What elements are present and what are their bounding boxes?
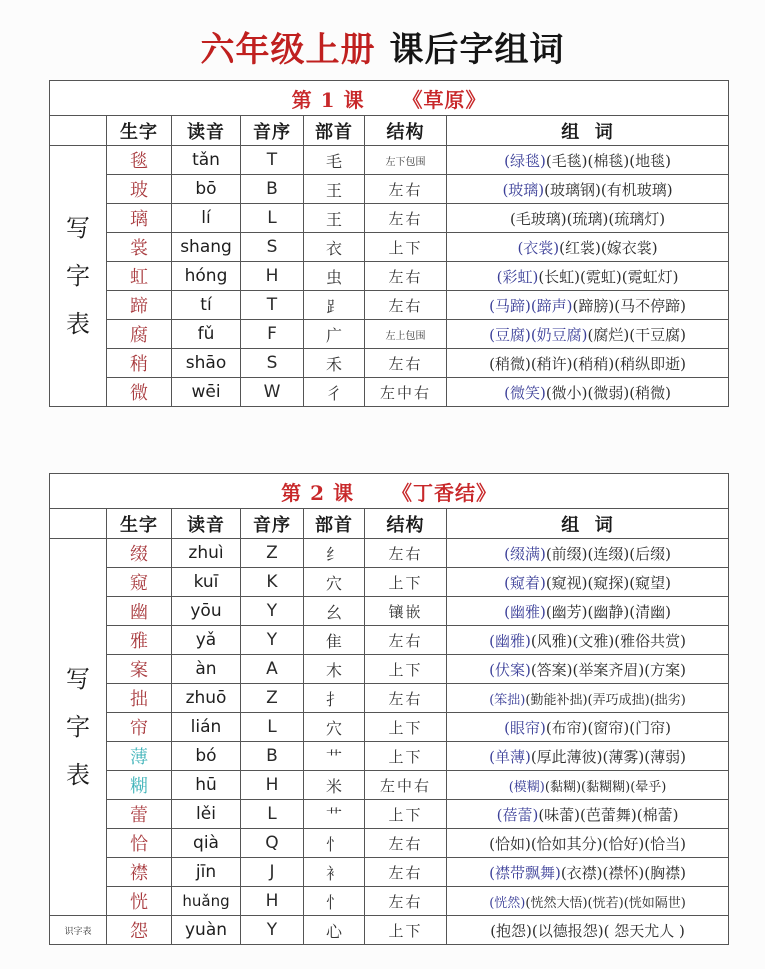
word-item: (稍许) bbox=[530, 354, 573, 373]
new-char: 腐 bbox=[107, 320, 172, 349]
header-blank bbox=[50, 116, 107, 146]
header-words: 组 词 bbox=[447, 509, 729, 539]
word-item: (门帘) bbox=[629, 718, 671, 737]
word-item: (抱怨) bbox=[490, 921, 532, 940]
word-item: (薄弱) bbox=[644, 747, 686, 766]
side-label-char: 表 bbox=[66, 761, 90, 789]
radical: 毛 bbox=[304, 146, 365, 175]
structure: 左右 bbox=[365, 204, 447, 233]
lesson-title-row bbox=[50, 81, 729, 116]
phonetic-order: Z bbox=[241, 684, 304, 713]
word-item: (霓虹灯) bbox=[621, 267, 679, 286]
lesson-1-table bbox=[49, 80, 729, 407]
word-item: (薄雾) bbox=[602, 747, 645, 766]
radical: 心 bbox=[304, 916, 365, 945]
word-item: (微小) bbox=[545, 383, 588, 402]
radical: ⻊ bbox=[304, 291, 365, 320]
word-item: (勤能补拙) bbox=[525, 692, 588, 708]
word-item: (奶豆腐) bbox=[530, 325, 588, 344]
radical: 王 bbox=[304, 204, 365, 233]
pinyin: bó bbox=[172, 742, 241, 771]
structure: 左右 bbox=[365, 175, 447, 204]
side-label-char: 字 bbox=[66, 713, 90, 741]
word-group bbox=[447, 829, 729, 858]
word-item: (恰好) bbox=[602, 834, 645, 853]
word-item: (衣裳) bbox=[517, 238, 560, 257]
table-row bbox=[50, 320, 729, 349]
side-label-char: 写 bbox=[66, 665, 90, 693]
word-item: (拙劣) bbox=[649, 692, 686, 708]
phonetic-order: A bbox=[241, 655, 304, 684]
pinyin: yuàn bbox=[172, 916, 241, 945]
word-item: (窥视) bbox=[545, 573, 588, 592]
word-group bbox=[447, 655, 729, 684]
word-item: (襟带飘舞) bbox=[489, 863, 561, 882]
word-group bbox=[447, 800, 729, 829]
word-item: (窗帘) bbox=[587, 718, 630, 737]
word-item: (彩虹) bbox=[496, 267, 539, 286]
word-item: (恰当) bbox=[644, 834, 686, 853]
header-order: 音序 bbox=[241, 116, 304, 146]
pinyin: jīn bbox=[172, 858, 241, 887]
word-item: (豆腐) bbox=[489, 325, 531, 344]
new-char: 恰 bbox=[107, 829, 172, 858]
structure: 左右 bbox=[365, 539, 447, 568]
word-item: (蓓蕾) bbox=[496, 805, 539, 824]
header-words: 组 词 bbox=[447, 116, 729, 146]
word-item: (稍纵即逝) bbox=[614, 354, 686, 373]
phonetic-order: L bbox=[241, 204, 304, 233]
pinyin: wēi bbox=[172, 378, 241, 407]
phonetic-order: H bbox=[241, 887, 304, 916]
word-item: (胸襟) bbox=[644, 863, 686, 882]
word-item: (马不停蹄) bbox=[614, 296, 686, 315]
table-row bbox=[50, 684, 729, 713]
word-item: (棉蕾) bbox=[636, 805, 679, 824]
word-item: (答案) bbox=[530, 660, 573, 679]
phonetic-order: K bbox=[241, 568, 304, 597]
pinyin: tí bbox=[172, 291, 241, 320]
phonetic-order: Y bbox=[241, 597, 304, 626]
phonetic-order: L bbox=[241, 713, 304, 742]
radical: 纟 bbox=[304, 539, 365, 568]
radical: 广 bbox=[304, 320, 365, 349]
header-char: 生字 bbox=[107, 116, 172, 146]
pinyin: hū bbox=[172, 771, 241, 800]
word-group bbox=[447, 539, 729, 568]
word-group bbox=[447, 742, 729, 771]
word-item: (文雅) bbox=[572, 631, 615, 650]
radical: 艹 bbox=[304, 800, 365, 829]
pinyin: huǎng bbox=[172, 887, 241, 916]
word-group bbox=[447, 175, 729, 204]
phonetic-order: Q bbox=[241, 829, 304, 858]
word-item: (琉璃灯) bbox=[608, 209, 666, 228]
table-row bbox=[50, 626, 729, 655]
word-group bbox=[447, 887, 729, 916]
header-row bbox=[50, 116, 729, 146]
new-char: 糊 bbox=[107, 771, 172, 800]
lesson-title-row bbox=[50, 474, 729, 509]
phonetic-order: Y bbox=[241, 626, 304, 655]
word-item: (稍稍) bbox=[572, 354, 615, 373]
new-char: 怨 bbox=[107, 916, 172, 945]
word-group bbox=[447, 262, 729, 291]
word-item: (棉毯) bbox=[587, 151, 630, 170]
radical: 忄 bbox=[304, 829, 365, 858]
word-item: (襟怀) bbox=[602, 863, 645, 882]
side-label-writing-table bbox=[50, 146, 107, 407]
word-item: (稍微) bbox=[629, 383, 671, 402]
new-char: 虹 bbox=[107, 262, 172, 291]
lesson-book-title: 《丁香结》 bbox=[391, 480, 497, 505]
word-item: (布帘) bbox=[545, 718, 588, 737]
lesson-title bbox=[50, 474, 729, 509]
table-row bbox=[50, 146, 729, 175]
table-row bbox=[50, 858, 729, 887]
table-row bbox=[50, 742, 729, 771]
phonetic-order: S bbox=[241, 233, 304, 262]
radical: 艹 bbox=[304, 742, 365, 771]
phonetic-order: T bbox=[241, 146, 304, 175]
phonetic-order: T bbox=[241, 291, 304, 320]
structure: 上下 bbox=[365, 655, 447, 684]
word-item: (微弱) bbox=[587, 383, 630, 402]
new-char: 窥 bbox=[107, 568, 172, 597]
table-row bbox=[50, 887, 729, 916]
radical: 王 bbox=[304, 175, 365, 204]
word-item: (黏糊) bbox=[544, 779, 582, 795]
phonetic-order: Y bbox=[241, 916, 304, 945]
word-item: (衣襟) bbox=[560, 863, 603, 882]
header-structure: 结构 bbox=[365, 509, 447, 539]
table-row bbox=[50, 568, 729, 597]
word-item: (嫁衣裳) bbox=[600, 238, 658, 257]
word-item: (琉璃) bbox=[566, 209, 609, 228]
structure: 左上包围 bbox=[365, 320, 447, 349]
phonetic-order: J bbox=[241, 858, 304, 887]
word-item: (干豆腐) bbox=[629, 325, 686, 344]
structure: 左右 bbox=[365, 262, 447, 291]
pinyin: shāo bbox=[172, 349, 241, 378]
lesson-2-table bbox=[49, 473, 729, 945]
radical: 虫 bbox=[304, 262, 365, 291]
lesson-title bbox=[50, 81, 729, 116]
word-item: (恍然大悟) bbox=[525, 895, 588, 911]
new-char: 微 bbox=[107, 378, 172, 407]
pinyin: lěi bbox=[172, 800, 241, 829]
word-group bbox=[447, 771, 729, 800]
new-char: 薄 bbox=[107, 742, 172, 771]
pinyin: qià bbox=[172, 829, 241, 858]
header-row bbox=[50, 509, 729, 539]
table-row bbox=[50, 829, 729, 858]
new-char: 幽 bbox=[107, 597, 172, 626]
phonetic-order: W bbox=[241, 378, 304, 407]
word-item: (有机玻璃) bbox=[600, 180, 673, 199]
word-item: (方案) bbox=[644, 660, 686, 679]
table-row bbox=[50, 655, 729, 684]
word-item: (地毯) bbox=[629, 151, 671, 170]
word-item: (味蕾) bbox=[538, 805, 581, 824]
new-char: 蹄 bbox=[107, 291, 172, 320]
word-item: (晕乎) bbox=[630, 779, 667, 795]
word-item: (模糊) bbox=[508, 779, 545, 795]
word-item: (以德报怨) bbox=[531, 921, 604, 940]
header-order: 音序 bbox=[241, 509, 304, 539]
pinyin: tǎn bbox=[172, 146, 241, 175]
lesson-number: 第 1 课 bbox=[291, 87, 365, 112]
structure: 左右 bbox=[365, 684, 447, 713]
word-item: (幽雅) bbox=[489, 631, 531, 650]
phonetic-order: H bbox=[241, 771, 304, 800]
structure: 上下 bbox=[365, 800, 447, 829]
word-item: (连缀) bbox=[587, 544, 630, 563]
word-group bbox=[447, 684, 729, 713]
word-group bbox=[447, 916, 729, 945]
new-char: 襟 bbox=[107, 858, 172, 887]
radical: 彳 bbox=[304, 378, 365, 407]
word-item: (后缀) bbox=[629, 544, 671, 563]
pinyin: lián bbox=[172, 713, 241, 742]
word-group bbox=[447, 568, 729, 597]
structure: 左右 bbox=[365, 291, 447, 320]
word-item: (弄巧成拙) bbox=[587, 692, 650, 708]
word-item: (芭蕾舞) bbox=[580, 805, 637, 824]
structure: 左下包围 bbox=[365, 146, 447, 175]
structure: 左右 bbox=[365, 858, 447, 887]
word-item: (厚此薄彼) bbox=[530, 747, 603, 766]
word-item: (马蹄) bbox=[489, 296, 531, 315]
header-pinyin: 读音 bbox=[172, 509, 241, 539]
word-item: (缀满) bbox=[504, 544, 546, 563]
structure: 左中右 bbox=[365, 378, 447, 407]
structure: 上下 bbox=[365, 742, 447, 771]
word-item: (窥探) bbox=[587, 573, 630, 592]
word-group bbox=[447, 597, 729, 626]
new-char: 璃 bbox=[107, 204, 172, 233]
phonetic-order: B bbox=[241, 742, 304, 771]
structure: 上下 bbox=[365, 713, 447, 742]
word-item: (恍若) bbox=[587, 895, 624, 911]
word-group bbox=[447, 204, 729, 233]
structure: 左中右 bbox=[365, 771, 447, 800]
pinyin: bō bbox=[172, 175, 241, 204]
phonetic-order: F bbox=[241, 320, 304, 349]
new-char: 玻 bbox=[107, 175, 172, 204]
word-group bbox=[447, 233, 729, 262]
radical: 木 bbox=[304, 655, 365, 684]
phonetic-order: L bbox=[241, 800, 304, 829]
pinyin: fǔ bbox=[172, 320, 241, 349]
word-group bbox=[447, 291, 729, 320]
phonetic-order: S bbox=[241, 349, 304, 378]
radical: 忄 bbox=[304, 887, 365, 916]
table-row bbox=[50, 233, 729, 262]
structure: 上下 bbox=[365, 568, 447, 597]
new-char: 裳 bbox=[107, 233, 172, 262]
lesson-number: 第 2 课 bbox=[281, 480, 354, 505]
word-item: (玻璃钢) bbox=[544, 180, 601, 199]
word-group bbox=[447, 626, 729, 655]
new-char: 稍 bbox=[107, 349, 172, 378]
word-item: (笨拙) bbox=[489, 692, 526, 708]
word-item: (眼帘) bbox=[504, 718, 546, 737]
table-row bbox=[50, 349, 729, 378]
new-char: 帘 bbox=[107, 713, 172, 742]
word-item: (单薄) bbox=[489, 747, 531, 766]
word-group bbox=[447, 858, 729, 887]
word-item: (恍如隔世) bbox=[623, 895, 686, 911]
header-radical: 部首 bbox=[304, 116, 365, 146]
phonetic-order: B bbox=[241, 175, 304, 204]
table-row bbox=[50, 378, 729, 407]
word-item: (举案齐眉) bbox=[572, 660, 645, 679]
table-row bbox=[50, 713, 729, 742]
table-row bbox=[50, 771, 729, 800]
word-item: (窥着) bbox=[504, 573, 546, 592]
pinyin: yǎ bbox=[172, 626, 241, 655]
radical: 幺 bbox=[304, 597, 365, 626]
word-item: (幽雅) bbox=[504, 602, 546, 621]
word-item: (雅俗共赏) bbox=[614, 631, 686, 650]
word-item: (红裳) bbox=[559, 238, 601, 257]
structure: 左右 bbox=[365, 887, 447, 916]
page-title-subject: 课后字组词 bbox=[389, 30, 565, 70]
new-char: 雅 bbox=[107, 626, 172, 655]
word-item: (微笑) bbox=[504, 383, 546, 402]
structure: 上下 bbox=[365, 233, 447, 262]
pinyin: àn bbox=[172, 655, 241, 684]
word-item: (清幽) bbox=[629, 602, 671, 621]
new-char: 缀 bbox=[107, 539, 172, 568]
word-group bbox=[447, 320, 729, 349]
word-item: (蹄膀) bbox=[572, 296, 615, 315]
table-row bbox=[50, 539, 729, 568]
word-item: (窥望) bbox=[629, 573, 671, 592]
pinyin: shang bbox=[172, 233, 241, 262]
radical: 穴 bbox=[304, 568, 365, 597]
word-group bbox=[447, 378, 729, 407]
new-char: 案 bbox=[107, 655, 172, 684]
table-row bbox=[50, 597, 729, 626]
header-structure: 结构 bbox=[365, 116, 447, 146]
page-title bbox=[0, 22, 765, 71]
side-label-char: 表 bbox=[66, 310, 90, 338]
table-row bbox=[50, 916, 729, 945]
pinyin: zhuì bbox=[172, 539, 241, 568]
word-item: (绿毯) bbox=[504, 151, 546, 170]
word-item: (恍然) bbox=[489, 895, 526, 911]
table-row bbox=[50, 204, 729, 233]
lesson-book-title: 《草原》 bbox=[402, 87, 487, 112]
word-item: (前缀) bbox=[545, 544, 588, 563]
new-char: 恍 bbox=[107, 887, 172, 916]
page-title-grade: 六年级上册 bbox=[200, 30, 376, 70]
word-item: (恰如) bbox=[489, 834, 531, 853]
radical: 穴 bbox=[304, 713, 365, 742]
side-label-writing-table bbox=[50, 539, 107, 916]
word-item: (霓虹) bbox=[580, 267, 622, 286]
word-group bbox=[447, 349, 729, 378]
phonetic-order: H bbox=[241, 262, 304, 291]
radical: 衤 bbox=[304, 858, 365, 887]
radical: 扌 bbox=[304, 684, 365, 713]
word-item: (玻璃) bbox=[502, 180, 545, 199]
word-item: (幽芳) bbox=[545, 602, 588, 621]
radical: 衣 bbox=[304, 233, 365, 262]
side-label-char: 写 bbox=[66, 214, 90, 242]
side-label-char: 字 bbox=[66, 262, 90, 290]
word-item: (长虹) bbox=[538, 267, 581, 286]
structure: 左右 bbox=[365, 626, 447, 655]
header-char: 生字 bbox=[107, 509, 172, 539]
word-item: (毛毯) bbox=[545, 151, 588, 170]
structure: 镶嵌 bbox=[365, 597, 447, 626]
pinyin: lí bbox=[172, 204, 241, 233]
word-item: (风雅) bbox=[530, 631, 573, 650]
header-pinyin: 读音 bbox=[172, 116, 241, 146]
word-group bbox=[447, 713, 729, 742]
table-row bbox=[50, 175, 729, 204]
pinyin: hóng bbox=[172, 262, 241, 291]
word-item: (腐烂) bbox=[587, 325, 630, 344]
new-char: 拙 bbox=[107, 684, 172, 713]
pinyin: yōu bbox=[172, 597, 241, 626]
side-label-recognition-table: 识字表 bbox=[50, 916, 107, 945]
phonetic-order: Z bbox=[241, 539, 304, 568]
word-item: (黏糊糊) bbox=[581, 779, 631, 795]
table-row bbox=[50, 800, 729, 829]
structure: 左右 bbox=[365, 349, 447, 378]
structure: 左右 bbox=[365, 829, 447, 858]
word-item: (幽静) bbox=[587, 602, 630, 621]
word-item: (毛玻璃) bbox=[509, 209, 567, 228]
word-item: (恰如其分) bbox=[530, 834, 603, 853]
table-row bbox=[50, 262, 729, 291]
new-char: 毯 bbox=[107, 146, 172, 175]
header-blank bbox=[50, 509, 107, 539]
word-item: (伏案) bbox=[489, 660, 531, 679]
radical: 隹 bbox=[304, 626, 365, 655]
pinyin: zhuō bbox=[172, 684, 241, 713]
pinyin: kuī bbox=[172, 568, 241, 597]
word-item: ( 怨天尤人 ) bbox=[603, 921, 685, 940]
radical: 米 bbox=[304, 771, 365, 800]
word-item: (蹄声) bbox=[530, 296, 573, 315]
table-row bbox=[50, 291, 729, 320]
header-radical: 部首 bbox=[304, 509, 365, 539]
radical: 禾 bbox=[304, 349, 365, 378]
word-item: (稍微) bbox=[489, 354, 531, 373]
structure: 上下 bbox=[365, 916, 447, 945]
word-group bbox=[447, 146, 729, 175]
new-char: 蕾 bbox=[107, 800, 172, 829]
